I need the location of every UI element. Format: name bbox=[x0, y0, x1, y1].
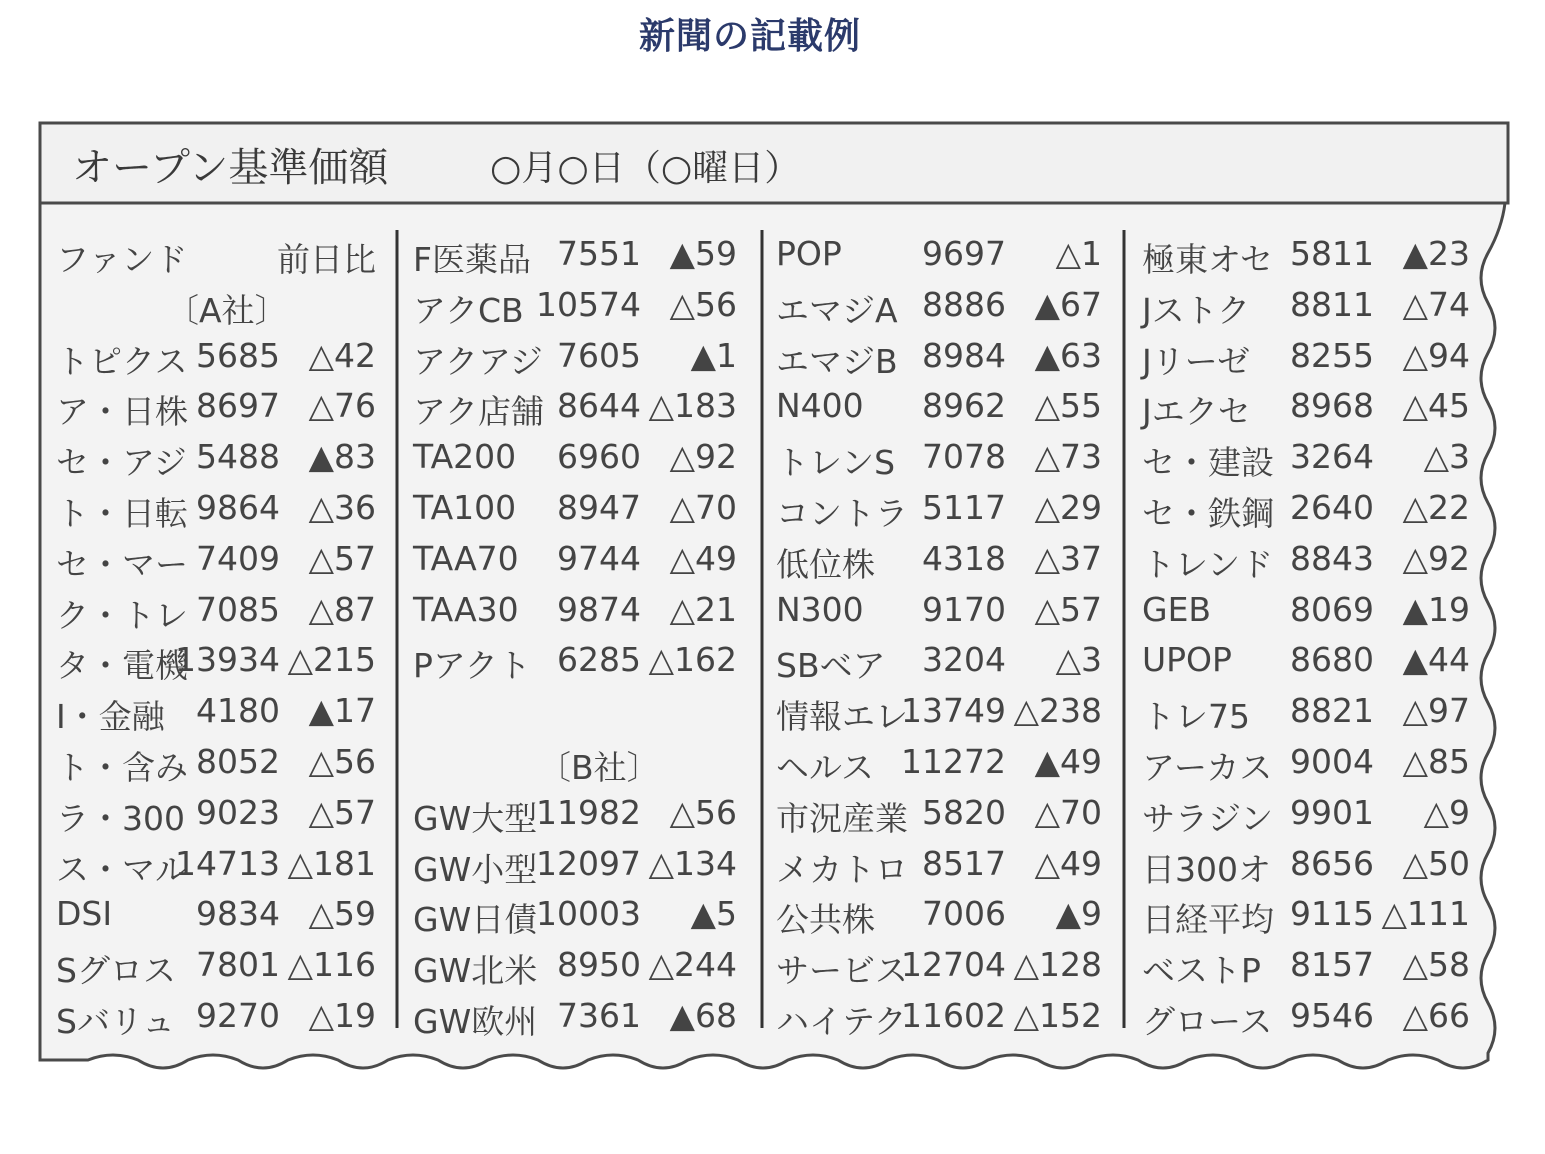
fund-column-2 bbox=[413, 228, 737, 1041]
fund-row bbox=[56, 736, 376, 787]
fund-row bbox=[776, 736, 1102, 787]
fund-price: 7078 bbox=[922, 437, 1006, 477]
fund-price: 9744 bbox=[557, 538, 641, 578]
fund-price: 13749 bbox=[901, 691, 1006, 731]
fund-name: ク・トレ bbox=[56, 595, 188, 635]
fund-change: △244 bbox=[648, 945, 737, 985]
fund-change: △97 bbox=[1402, 691, 1470, 731]
fund-name: SBベア bbox=[776, 646, 886, 686]
fund-row bbox=[413, 380, 737, 431]
fund-name: タ・電機 bbox=[56, 646, 188, 686]
fund-name: コントラ bbox=[776, 493, 908, 533]
fund-change: ▲67 bbox=[1034, 284, 1102, 324]
table-title: オープン基準価額 bbox=[72, 145, 389, 191]
fund-change: △116 bbox=[287, 945, 376, 985]
fund-row bbox=[413, 888, 737, 939]
fund-price: 6285 bbox=[557, 640, 641, 680]
fund-price: 11602 bbox=[901, 995, 1006, 1035]
fund-name: 日300オ bbox=[1142, 849, 1271, 889]
fund-change: ▲83 bbox=[308, 437, 376, 477]
fund-change: ▲5 bbox=[690, 894, 737, 934]
fund-name: サービス bbox=[776, 951, 908, 991]
fund-name: アク店舗 bbox=[413, 392, 545, 432]
fund-row bbox=[56, 431, 376, 482]
fund-row bbox=[776, 634, 1102, 685]
fund-name: トピクス bbox=[56, 341, 188, 381]
fund-row bbox=[1142, 838, 1470, 889]
fund-row bbox=[1142, 584, 1470, 635]
fund-row bbox=[776, 380, 1102, 431]
fund-row bbox=[413, 939, 737, 990]
fund-row bbox=[776, 990, 1102, 1041]
fund-change: △56 bbox=[669, 792, 737, 832]
fund-price: 2640 bbox=[1290, 487, 1374, 527]
fund-name: ハイテク bbox=[776, 1001, 907, 1041]
fund-name: Pアクト bbox=[413, 646, 531, 686]
fund-price: 8984 bbox=[922, 335, 1006, 375]
fund-change: △1 bbox=[1055, 234, 1102, 273]
fund-name: ヘルス bbox=[776, 747, 875, 787]
fund-change: ▲59 bbox=[669, 234, 737, 273]
fund-change: △76 bbox=[308, 386, 376, 426]
fund-column-4 bbox=[1142, 228, 1470, 1041]
fund-name: ア・日株 bbox=[56, 392, 188, 432]
fund-price: 8052 bbox=[196, 741, 280, 781]
fund-price: 5685 bbox=[196, 335, 280, 375]
fund-row bbox=[413, 787, 737, 838]
fund-name: アーカス bbox=[1142, 747, 1273, 787]
fund-change: ▲63 bbox=[1034, 335, 1102, 375]
fund-row bbox=[1142, 990, 1470, 1041]
fund-name: 市況産業 bbox=[776, 798, 908, 838]
fund-row bbox=[776, 279, 1102, 330]
fund-price: 8968 bbox=[1290, 386, 1374, 426]
fund-row bbox=[413, 228, 737, 279]
fund-price: 8950 bbox=[557, 945, 641, 985]
fund-name: TA100 bbox=[413, 487, 517, 527]
fund-change: △152 bbox=[1013, 995, 1102, 1035]
fund-row bbox=[1142, 736, 1470, 787]
fund-name: GW日債 bbox=[413, 900, 538, 940]
fund-price: 8947 bbox=[557, 487, 641, 527]
fund-price: 5488 bbox=[196, 437, 280, 477]
fund-row bbox=[776, 838, 1102, 889]
fund-row bbox=[56, 939, 376, 990]
fund-price: 8517 bbox=[922, 843, 1006, 883]
fund-name: GW欧州 bbox=[413, 1001, 538, 1041]
fund-name: Jストク bbox=[1142, 290, 1251, 330]
fund-column-3 bbox=[776, 228, 1102, 1041]
fund-name: 極東オセ bbox=[1142, 240, 1274, 279]
fund-price: 8656 bbox=[1290, 843, 1374, 883]
fund-change: △57 bbox=[308, 538, 376, 578]
fund-price: 8962 bbox=[922, 386, 1006, 426]
fund-row bbox=[776, 431, 1102, 482]
fund-change: △238 bbox=[1013, 691, 1102, 731]
fund-change: △29 bbox=[1034, 487, 1102, 527]
fund-price: 3264 bbox=[1290, 437, 1374, 477]
fund-name: DSI bbox=[56, 894, 113, 934]
company-label: 〔B社〕 bbox=[538, 747, 660, 787]
fund-name: セ・アジ bbox=[56, 443, 187, 483]
fund-change: △58 bbox=[1402, 945, 1470, 985]
fund-price: 8886 bbox=[922, 284, 1006, 324]
fund-name: サラジン bbox=[1142, 798, 1274, 838]
fund-change: ▲9 bbox=[1055, 894, 1102, 934]
fund-change: △215 bbox=[287, 640, 376, 680]
fund-name: ト・日転 bbox=[56, 493, 188, 533]
fund-row bbox=[413, 330, 737, 381]
fund-price: 7006 bbox=[922, 894, 1006, 934]
fund-row bbox=[776, 787, 1102, 838]
fund-price: 9874 bbox=[557, 589, 641, 629]
fund-row bbox=[413, 838, 737, 889]
fund-change: △87 bbox=[308, 589, 376, 629]
fund-change: △50 bbox=[1402, 843, 1470, 883]
fund-name: Sグロス bbox=[56, 951, 176, 991]
fund-change: △37 bbox=[1034, 538, 1102, 578]
fund-change: △134 bbox=[648, 843, 737, 883]
fund-change: △55 bbox=[1034, 386, 1102, 426]
fund-name: 低位株 bbox=[776, 544, 875, 584]
fund-price: 9270 bbox=[196, 995, 280, 1035]
fund-price: 10574 bbox=[536, 284, 641, 324]
fund-price: 7085 bbox=[196, 589, 280, 629]
fund-row bbox=[1142, 482, 1470, 533]
fund-row bbox=[1142, 228, 1470, 279]
fund-price: 9864 bbox=[196, 487, 280, 527]
fund-change: △111 bbox=[1381, 894, 1470, 934]
fund-name: ラ・300 bbox=[56, 798, 185, 838]
fund-price: 4180 bbox=[196, 691, 280, 731]
fund-row bbox=[56, 888, 376, 939]
fund-row bbox=[56, 533, 376, 584]
fund-price: 7801 bbox=[196, 945, 280, 985]
fund-change: △3 bbox=[1055, 640, 1102, 680]
fund-row bbox=[1142, 431, 1470, 482]
fund-name: TAA30 bbox=[413, 589, 519, 629]
fund-name: Sバリュ bbox=[56, 1001, 175, 1041]
fund-change: △36 bbox=[308, 487, 376, 527]
fund-name: N400 bbox=[776, 386, 864, 426]
fund-price: 8697 bbox=[196, 386, 280, 426]
fund-price: 8843 bbox=[1290, 538, 1374, 578]
fund-name: ト・含み bbox=[56, 747, 188, 787]
fund-change: △70 bbox=[669, 487, 737, 527]
fund-name: GEB bbox=[1142, 589, 1212, 629]
fund-price: 8811 bbox=[1290, 284, 1374, 324]
fund-row bbox=[413, 990, 737, 1041]
fund-row bbox=[56, 330, 376, 381]
fund-name: GW小型 bbox=[413, 849, 538, 889]
fund-row bbox=[1142, 634, 1470, 685]
fund-change: △128 bbox=[1013, 945, 1102, 985]
fund-price: 9023 bbox=[196, 792, 280, 832]
fund-price: 7605 bbox=[557, 335, 641, 375]
fund-price: 9901 bbox=[1290, 792, 1374, 832]
fund-price: 11272 bbox=[901, 741, 1006, 781]
fund-name: GW北米 bbox=[413, 951, 538, 991]
fund-row bbox=[776, 482, 1102, 533]
spacer-row bbox=[413, 685, 737, 736]
fund-name: GW大型 bbox=[413, 798, 538, 838]
fund-name: エマジA bbox=[776, 290, 898, 330]
fund-price: 7361 bbox=[557, 995, 641, 1035]
fund-change: △45 bbox=[1402, 386, 1470, 426]
fund-price: 11982 bbox=[536, 792, 641, 832]
fund-change: ▲17 bbox=[308, 691, 376, 731]
fund-change: △70 bbox=[1034, 792, 1102, 832]
fund-change: △19 bbox=[308, 995, 376, 1035]
fund-row bbox=[776, 584, 1102, 635]
fund-change: △56 bbox=[669, 284, 737, 324]
fund-price: 8069 bbox=[1290, 589, 1374, 629]
fund-price: 5117 bbox=[922, 487, 1006, 527]
fund-name: グロース bbox=[1142, 1001, 1273, 1041]
fund-row bbox=[413, 533, 737, 584]
fund-row bbox=[776, 888, 1102, 939]
fund-change: △22 bbox=[1402, 487, 1470, 527]
fund-price: 9546 bbox=[1290, 995, 1374, 1035]
fund-change: ▲23 bbox=[1402, 234, 1470, 273]
fund-price: 10003 bbox=[536, 894, 641, 934]
fund-price: 9115 bbox=[1290, 894, 1374, 934]
fund-row bbox=[56, 685, 376, 736]
fund-change: △94 bbox=[1402, 335, 1470, 375]
fund-row bbox=[1142, 787, 1470, 838]
fund-price: 6960 bbox=[557, 437, 641, 477]
fund-price: 12097 bbox=[536, 843, 641, 883]
fund-name: Jリーゼ bbox=[1142, 341, 1251, 381]
fund-row bbox=[413, 482, 737, 533]
fund-change: △49 bbox=[1034, 843, 1102, 883]
fund-name: F医薬品 bbox=[413, 240, 531, 279]
fund-name: 公共株 bbox=[776, 900, 875, 940]
fund-row bbox=[413, 634, 737, 685]
fund-name: エマジB bbox=[776, 341, 898, 381]
fund-price: 7551 bbox=[557, 234, 641, 273]
fund-row bbox=[1142, 279, 1470, 330]
fund-price: 5820 bbox=[922, 792, 1006, 832]
fund-label: ファンド bbox=[56, 240, 188, 279]
fund-change: ▲1 bbox=[690, 335, 737, 375]
fund-name: 情報エレ bbox=[776, 697, 908, 737]
fund-change: △56 bbox=[308, 741, 376, 781]
fund-change: △59 bbox=[308, 894, 376, 934]
fund-name: ベストP bbox=[1142, 951, 1261, 991]
fund-name: メカトロ bbox=[776, 849, 908, 889]
fund-name: アクCB bbox=[413, 290, 524, 330]
fund-change: △57 bbox=[308, 792, 376, 832]
table-date: ○月○日（○曜日） bbox=[490, 148, 801, 189]
fund-change: △57 bbox=[1034, 589, 1102, 629]
fund-name: ス・マル bbox=[56, 849, 188, 889]
fund-change: ▲68 bbox=[669, 995, 737, 1035]
fund-column-1 bbox=[56, 228, 376, 1041]
fund-change: △92 bbox=[669, 437, 737, 477]
fund-price: 8157 bbox=[1290, 945, 1374, 985]
fund-change: △42 bbox=[308, 335, 376, 375]
fund-name: N300 bbox=[776, 589, 864, 629]
fund-change: △183 bbox=[648, 386, 737, 426]
fund-price: 12704 bbox=[901, 945, 1006, 985]
fund-row bbox=[776, 228, 1102, 279]
fund-name: セ・マー bbox=[56, 544, 188, 584]
fund-name: アクアジ bbox=[413, 341, 543, 381]
change-label: 前日比 bbox=[277, 240, 376, 279]
fund-name: TA200 bbox=[413, 437, 517, 477]
column-header bbox=[56, 228, 376, 279]
fund-row bbox=[1142, 939, 1470, 990]
fund-price: 8255 bbox=[1290, 335, 1374, 375]
fund-name: TAA70 bbox=[413, 538, 519, 578]
fund-price: 13934 bbox=[175, 640, 280, 680]
fund-change: △85 bbox=[1402, 741, 1470, 781]
fund-row bbox=[413, 431, 737, 482]
fund-row bbox=[413, 279, 737, 330]
fund-row bbox=[56, 482, 376, 533]
fund-change: △181 bbox=[287, 843, 376, 883]
fund-row bbox=[56, 634, 376, 685]
fund-price: 9697 bbox=[922, 234, 1006, 273]
company-label-row bbox=[413, 736, 737, 787]
fund-price: 8680 bbox=[1290, 640, 1374, 680]
fund-row bbox=[776, 685, 1102, 736]
fund-name: POP bbox=[776, 234, 842, 273]
fund-change: △92 bbox=[1402, 538, 1470, 578]
fund-price: 3204 bbox=[922, 640, 1006, 680]
fund-price: 9170 bbox=[922, 589, 1006, 629]
fund-name: トレ75 bbox=[1142, 697, 1250, 737]
fund-change: △74 bbox=[1402, 284, 1470, 324]
fund-change: ▲19 bbox=[1402, 589, 1470, 629]
fund-price: 4318 bbox=[922, 538, 1006, 578]
fund-price: 9004 bbox=[1290, 741, 1374, 781]
fund-row bbox=[776, 533, 1102, 584]
fund-change: △73 bbox=[1034, 437, 1102, 477]
fund-price: 9834 bbox=[196, 894, 280, 934]
fund-row bbox=[413, 584, 737, 635]
fund-row bbox=[776, 939, 1102, 990]
fund-name: 日経平均 bbox=[1142, 900, 1274, 940]
fund-name: トレンS bbox=[776, 443, 896, 483]
company-label: 〔A社〕 bbox=[166, 290, 288, 330]
fund-name: I・金融 bbox=[56, 697, 165, 737]
fund-change: △9 bbox=[1423, 792, 1470, 832]
fund-change: △66 bbox=[1402, 995, 1470, 1035]
fund-name: Jエクセ bbox=[1142, 392, 1251, 432]
fund-row bbox=[1142, 685, 1470, 736]
fund-price: 14713 bbox=[175, 843, 280, 883]
page-title: 新聞の記載例 bbox=[638, 16, 861, 57]
fund-change: ▲49 bbox=[1034, 741, 1102, 781]
fund-change: △21 bbox=[669, 589, 737, 629]
fund-row bbox=[56, 380, 376, 431]
fund-change: △162 bbox=[648, 640, 737, 680]
fund-change: △3 bbox=[1423, 437, 1470, 477]
fund-change: ▲44 bbox=[1402, 640, 1470, 680]
fund-row bbox=[776, 330, 1102, 381]
fund-row bbox=[1142, 888, 1470, 939]
fund-row bbox=[56, 990, 376, 1041]
fund-name: セ・建設 bbox=[1142, 443, 1274, 483]
fund-price: 8644 bbox=[557, 386, 641, 426]
fund-row bbox=[56, 787, 376, 838]
fund-price: 5811 bbox=[1290, 234, 1374, 273]
fund-price: 8821 bbox=[1290, 691, 1374, 731]
company-label-row bbox=[56, 279, 376, 330]
fund-row bbox=[56, 584, 376, 635]
fund-row bbox=[1142, 533, 1470, 584]
fund-change: △49 bbox=[669, 538, 737, 578]
fund-name: セ・鉄鋼 bbox=[1142, 493, 1274, 533]
fund-price: 7409 bbox=[196, 538, 280, 578]
fund-row bbox=[1142, 330, 1470, 381]
fund-row bbox=[1142, 380, 1470, 431]
fund-name: トレンド bbox=[1142, 544, 1274, 584]
fund-name: UPOP bbox=[1142, 640, 1232, 680]
fund-row bbox=[56, 838, 376, 889]
